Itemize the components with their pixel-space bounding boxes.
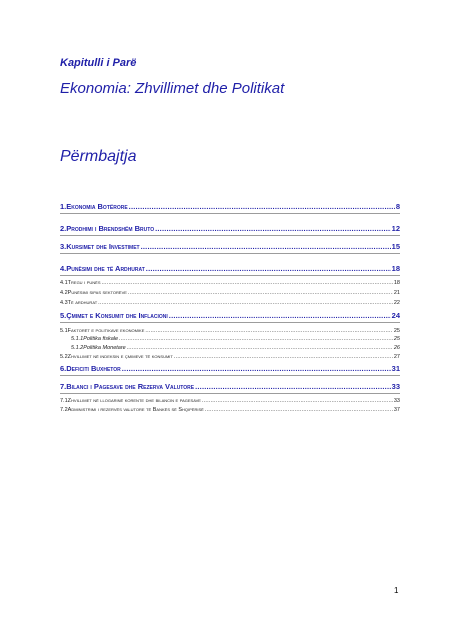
toc-entry-page: 25 [393,336,400,342]
toc-leader [141,242,391,251]
toc-entry-number: 4. [60,264,67,273]
toc-entry-page: 8 [395,202,400,211]
toc-entry-2[interactable] [60,224,400,236]
toc-entry-page: 33 [391,382,400,391]
toc-entry-number: 5.1.1 [71,336,84,342]
toc-entry-6[interactable] [60,364,400,376]
toc-entry-4[interactable] [60,264,400,276]
toc-leader [129,202,395,211]
toc-entry-title: Punësimi sipas sektorëve [67,290,127,296]
toc-entry-number: 5.2 [60,354,68,360]
toc-leader [155,224,391,233]
toc-entry-number: 2. [60,224,67,233]
toc-entry-3[interactable] [60,242,400,254]
toc-entry-number: 3. [60,242,67,251]
toc-entry-7-1[interactable] [60,398,400,404]
toc-entry-page: 31 [391,364,400,373]
toc-entry-title: Tregu i punës [67,280,101,286]
toc-entry-number: 6. [60,364,67,373]
toc-entry-number: 7.1 [60,398,68,404]
toc-leader [169,311,391,320]
toc-entry-title: Të ardhurat [67,300,98,306]
toc-entry-page: 25 [393,328,400,334]
toc-entry-5-2[interactable] [60,354,400,360]
toc-entry-title: Deficiti Buxhetor [66,364,121,373]
toc-leader [128,290,393,296]
chapter-label: Kapitulli i Parë [60,57,137,69]
toc-entry-number: 5. [60,311,67,320]
toc-entry-7[interactable] [60,382,400,394]
toc-entry-number: 1. [60,202,67,211]
toc-entry-title: Kursimet dhe Investimet [66,242,140,251]
toc-entry-page: 33 [393,398,400,404]
toc-entry-5-1-1[interactable] [60,336,400,342]
toc-entry-title: Ekonomia Botërore [66,202,128,211]
toc-entry-title: Politika fiskale [83,336,119,342]
toc-entry-title: Bilanci i Pagesave dhe Rezerva Valutore [66,382,195,391]
toc-entry-number: 7.2 [60,407,68,413]
toc-entry-number: 4.3 [60,300,68,306]
toc-entry-number: 5.1.2 [71,345,84,351]
toc-entry-page: 15 [391,242,400,251]
toc-leader [146,264,391,273]
contents-title: Përmbajtja [60,148,137,165]
toc-entry-title: Politika Monetare [83,345,126,351]
toc-entry-page: 12 [391,224,400,233]
toc-leader [119,336,393,342]
toc-entry-page: 18 [393,280,400,286]
toc-entry-page: 37 [393,407,400,413]
toc-entry-title: Faktorët e politikave ekonomike [67,328,145,334]
toc-entry-4-3[interactable] [60,300,400,306]
toc-entry-title: Zhvillimet në llogarinë korente dhe bilancin e pagesave [67,398,201,404]
toc-leader [174,354,393,360]
toc-leader [205,407,393,413]
toc-entry-title: Zhvillimet në indeksin e çmimeve të konsumit [67,354,173,360]
toc-entry-number: 4.2 [60,290,68,296]
toc-entry-5[interactable] [60,311,400,323]
toc-entry-number: 7. [60,382,67,391]
toc-entry-page: 18 [391,264,400,273]
toc-entry-4-1[interactable] [60,280,400,286]
toc-entry-page: 26 [393,345,400,351]
toc-leader [98,300,393,306]
toc-leader [202,398,393,404]
toc-entry-5-1[interactable] [60,328,400,334]
toc-entry-number: 4.1 [60,280,68,286]
toc-leader [145,328,393,334]
toc-leader [195,382,391,391]
toc-entry-number: 5.1 [60,328,68,334]
toc-entry-title: Çmimet e Konsumit dhe Inflacioni [66,311,168,320]
toc-entry-title: Administrimi i rezervës valutore të Bankës së Shqipërisë [67,407,204,413]
toc-entry-title: Punësimi dhe të Ardhurat [66,264,145,273]
toc-entry-4-2[interactable] [60,290,400,296]
toc-entry-7-2[interactable] [60,407,400,413]
toc-leader [122,364,391,373]
toc-entry-1[interactable] [60,202,400,214]
toc-entry-page: 24 [391,311,400,320]
toc-entry-page: 27 [393,354,400,360]
toc-leader [102,280,393,286]
toc-entry-page: 21 [393,290,400,296]
page-number: 1 [394,586,399,595]
toc-leader [127,345,393,351]
toc-entry-5-1-2[interactable] [60,345,400,351]
toc-entry-page: 22 [393,300,400,306]
toc-entry-title: Prodhimi i Brendshëm Bruto [66,224,155,233]
chapter-title: Ekonomia: Zhvillimet dhe Politikat [60,80,285,97]
